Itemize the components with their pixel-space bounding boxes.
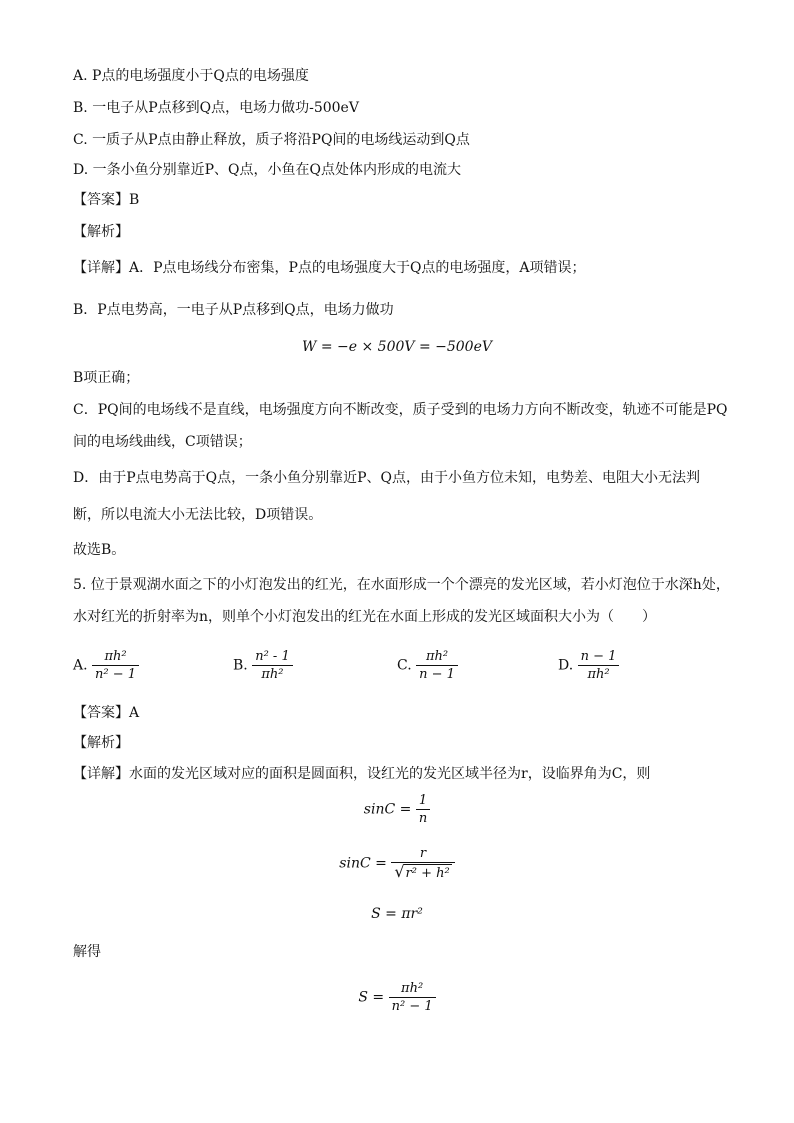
q4-detail-c-line1: C．PQ间的电场线不是直线，电场强度方向不断改变，质子受到的电场力方向不断改变，轨迹不可能是PQ — [73, 402, 728, 418]
q5-option-a — [73, 648, 139, 683]
q5-option-b — [233, 648, 293, 683]
fraction-numerator: n² - 1 — [252, 648, 293, 666]
equation-sinc-1-over-n — [0, 792, 794, 827]
q4-detail-b: B．P点电势高，一电子从P点移到Q点，电场力做功 — [73, 302, 394, 318]
sqrt-icon: √ — [394, 862, 405, 881]
q4-detail-d-line2: 断，所以电流大小无法比较，D项错误。 — [73, 507, 323, 523]
q5-stem-line2: 水对红光的折射率为n，则单个小灯泡发出的红光在水面上形成的发光区域面积大小为（ ） — [73, 609, 657, 625]
fraction-numerator: n − 1 — [578, 648, 620, 666]
option-label: D. — [558, 657, 574, 674]
q4-conclusion: 故选B。 — [73, 542, 126, 558]
option-label: C. — [397, 657, 412, 674]
fraction-numerator: 1 — [416, 792, 430, 810]
q5-option-d — [558, 648, 619, 683]
fraction-denominator: n − 1 — [419, 667, 455, 682]
fraction-denominator: n — [418, 811, 428, 826]
equation-fraction — [416, 792, 430, 827]
equation-area: S = πr² — [371, 906, 423, 922]
fraction-denominator: πh² — [587, 667, 610, 682]
q5-detail: 【详解】水面的发光区域对应的面积是圆面积，设红光的发光区域半径为r，设临界角为C，则 — [73, 766, 651, 782]
option-label: B. — [233, 657, 248, 674]
fraction-denominator: πh² — [261, 667, 284, 682]
option-fraction — [416, 648, 458, 683]
q5-option-c — [397, 648, 458, 683]
q4-option-d: D. 一条小鱼分别靠近P、Q点，小鱼在Q点处体内形成的电流大 — [73, 162, 461, 178]
q4-option-b: B. 一电子从P点移到Q点，电场力做功-500eV — [73, 100, 359, 116]
fraction-numerator: πh² — [92, 648, 139, 666]
option-fraction — [92, 648, 139, 683]
q4-work-formula: W = −e × 500V = −500eV — [302, 339, 492, 355]
q4-detail-c-line2: 间的电场线曲线，C项错误； — [73, 434, 252, 450]
q4-detail-b-conclusion: B项正确； — [73, 370, 140, 386]
q4-option-c: C. 一质子从P点由静止释放，质子将沿PQ间的电场线运动到Q点 — [73, 132, 470, 148]
q5-stem-line1: 5. 位于景观湖水面之下的小灯泡发出的红光，在水面形成一个个漂亮的发光区域，若小灯泡位于水深h处， — [73, 577, 730, 593]
fraction-numerator: r — [391, 845, 454, 863]
fraction-denominator — [391, 863, 454, 882]
q4-detail-d-line1: D．由于P点电势高于Q点，一条小鱼分别靠近P、Q点，由于小鱼方位未知，电势差、电阻大小无法判 — [73, 470, 701, 486]
equation-sinc-r-over-sqrt — [0, 845, 794, 882]
equation-lhs: sinC = — [339, 855, 387, 872]
fraction-denominator: n² − 1 — [391, 999, 433, 1014]
q5-solve-label: 解得 — [73, 944, 101, 960]
q5-analysis-label: 【解析】 — [73, 735, 129, 751]
fraction-denominator: n² − 1 — [95, 667, 137, 682]
sqrt-radicand: r² + h² — [405, 866, 450, 881]
option-fraction — [252, 648, 293, 683]
fraction-numerator: πh² — [416, 648, 458, 666]
q4-analysis-label: 【解析】 — [73, 224, 129, 240]
equation-fraction — [391, 845, 454, 882]
q4-detail-a: 【详解】A．P点电场线分布密集，P点的电场强度大于Q点的电场强度，A项错误； — [73, 260, 586, 276]
option-label: A. — [73, 657, 88, 674]
q4-option-a: A. P点的电场强度小于Q点的电场强度 — [73, 68, 309, 84]
option-fraction — [578, 648, 620, 683]
equation-lhs: sinC = — [363, 801, 412, 818]
equation-lhs: S = — [358, 989, 385, 1006]
equation-fraction — [389, 980, 436, 1015]
equation-area-result — [0, 980, 794, 1015]
q4-answer: 【答案】B — [73, 192, 140, 208]
fraction-numerator: πh² — [389, 980, 436, 998]
q5-answer: 【答案】A — [73, 705, 140, 721]
